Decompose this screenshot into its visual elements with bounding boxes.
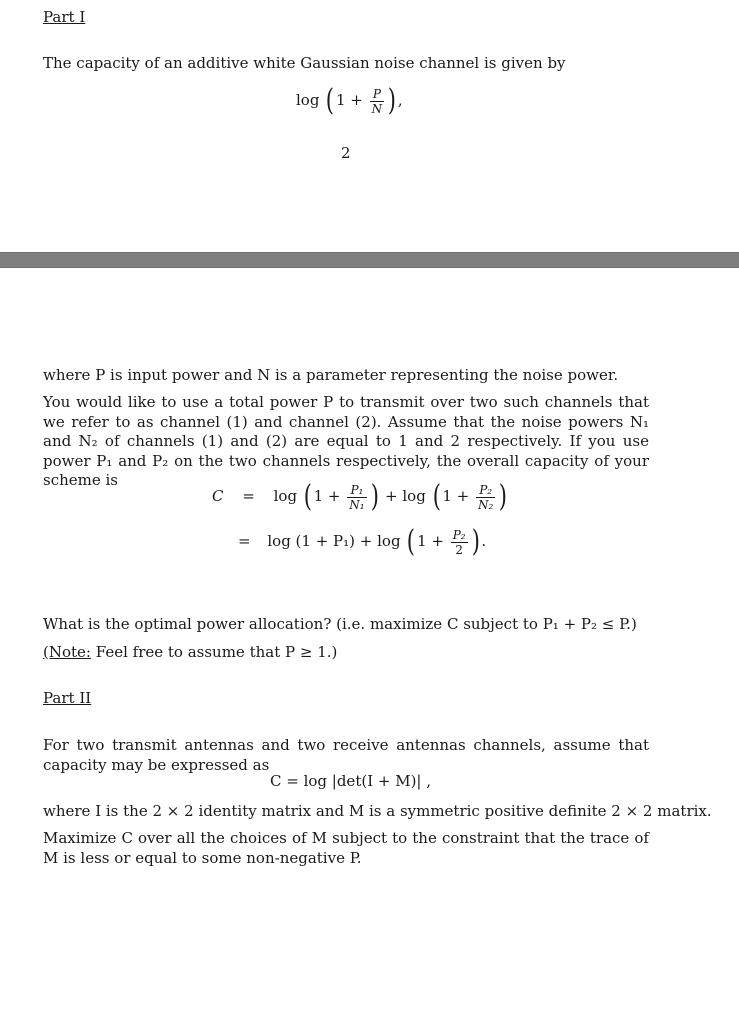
right-paren-2: )	[499, 479, 508, 514]
capacity-line-2	[238, 524, 487, 559]
question-text: What is the optimal power allocation? (i.e. maximize C subject to P₁ + P₂ ≤ P.)	[43, 615, 637, 633]
cap-den-1: N₁	[349, 497, 365, 512]
capacity-line-1	[212, 479, 509, 514]
cap2-num: P₂	[452, 527, 466, 542]
part1-heading: Part I	[43, 8, 86, 26]
cap2-text: log (1 + P₁) + log	[267, 532, 401, 550]
part2-task: Maximize C over all the choices of M subject to the constraint that the trace of M is less or equal to some non-negative P.	[43, 829, 649, 867]
cap-frac-2	[476, 483, 495, 512]
note-label: (Note:	[43, 643, 91, 661]
left-paren-3: (	[407, 524, 416, 559]
cap-C: C	[212, 487, 224, 505]
where-text: where P is input power and N is a parameter representing the noise power.	[43, 366, 619, 384]
awgn-capacity-equation	[296, 83, 403, 118]
part2-intro: For two transmit antennas and two receive antennas channels, assume that capacity may be expressed as	[43, 736, 649, 774]
eq-log: log	[296, 91, 320, 109]
eq-comma: ,	[397, 91, 403, 109]
note-line	[43, 643, 337, 661]
cap2-period: .	[481, 532, 487, 550]
left-paren-1: (	[303, 479, 312, 514]
note-text: Feel free to assume that P ≥ 1.)	[90, 643, 338, 661]
cap2-equals: =	[238, 532, 251, 550]
cap2-den: 2	[455, 542, 463, 557]
cap-plus-log: + log	[385, 487, 426, 505]
cap-one-plus-1: 1 +	[313, 487, 341, 505]
cap-num-1: P₁	[347, 483, 366, 498]
part1-intro: The capacity of an additive white Gaussian noise channel is given by	[43, 54, 566, 72]
problem-paragraph: You would like to use a total power P to transmit over two such channels that we refer to as channel (1) and channel (2). Assume that the noise powers N₁ and N₂ of channels (1) and (2) are equal to 1 and 2 respectively. If you use power P₁ and P₂ on the two channels respectively, the overall capacity of your scheme is	[43, 393, 649, 489]
right-paren: )	[387, 83, 397, 118]
page-number: 2	[341, 144, 351, 162]
cap-den-2: N₂	[478, 497, 494, 512]
cap-one-plus-2: 1 +	[442, 487, 470, 505]
part2-heading: Part II	[43, 689, 92, 707]
right-paren-3: )	[471, 524, 480, 559]
left-paren-2: (	[432, 479, 441, 514]
cap-equals: =	[242, 487, 255, 505]
eq-denominator: N	[371, 101, 383, 116]
mimo-capacity-equation: C = log |det(I + M)| ,	[270, 772, 432, 790]
cap-log-1: log	[273, 487, 298, 505]
left-paren: (	[325, 83, 335, 118]
eq-one-plus: 1 +	[335, 91, 363, 109]
cap-num-2: P₂	[476, 483, 495, 498]
cap2-one-plus: 1 +	[417, 532, 444, 550]
right-paren-1: )	[370, 479, 379, 514]
eq-numerator: P	[370, 87, 385, 102]
part2-where-text: where I is the 2 × 2 identity matrix and M is a symmetric positive definite 2 × 2 matrix.	[43, 802, 712, 820]
eq-fraction	[370, 87, 385, 116]
cap2-frac	[451, 528, 468, 557]
cap-frac-1	[347, 483, 366, 512]
page-break-divider	[0, 252, 739, 268]
